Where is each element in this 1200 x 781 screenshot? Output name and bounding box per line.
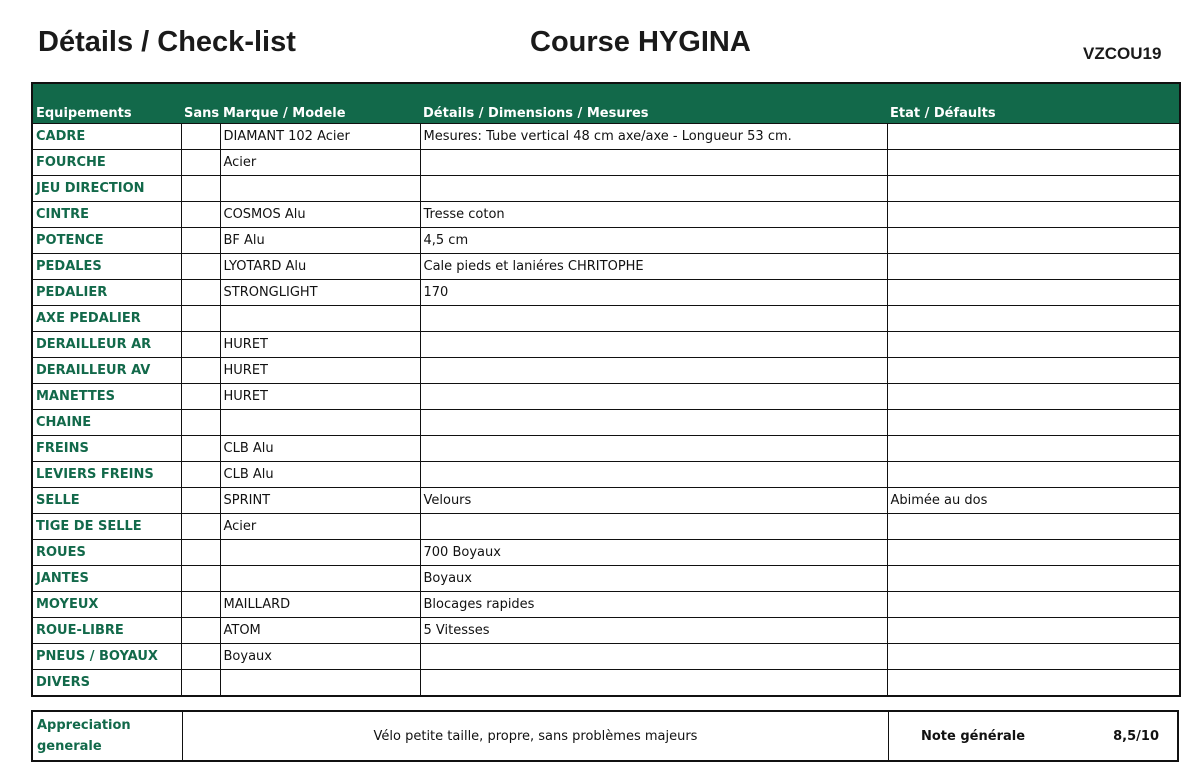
table-row	[32, 436, 1180, 462]
equipment-cell: FREINS	[32, 436, 181, 462]
brand-cell: HURET	[220, 332, 420, 358]
sans-cell	[181, 540, 220, 566]
bike-title: Course HYGINA	[530, 26, 751, 58]
details-cell: Mesures: Tube vertical 48 cm axe/axe - Longueur 53 cm.	[420, 124, 887, 150]
equipment-cell: ROUE-LIBRE	[32, 618, 181, 644]
table-row	[32, 514, 1180, 540]
note-value: 8,5/10	[1113, 729, 1159, 744]
table-row	[32, 176, 1180, 202]
sans-cell	[181, 202, 220, 228]
table-row	[32, 644, 1180, 670]
details-cell	[420, 514, 887, 540]
table-row	[32, 488, 1180, 514]
equipment-cell: CINTRE	[32, 202, 181, 228]
column-header-etat: Etat / Défaults	[887, 83, 1180, 124]
details-cell	[420, 670, 887, 697]
appreciation-label-line2: generale	[37, 739, 102, 754]
condition-cell	[887, 410, 1180, 436]
brand-cell	[220, 410, 420, 436]
condition-cell	[887, 462, 1180, 488]
brand-cell	[220, 670, 420, 697]
brand-cell: Acier	[220, 514, 420, 540]
appreciation-label-line1: Appreciation	[37, 718, 131, 733]
column-header-equipements: Equipements	[32, 83, 181, 124]
equipment-cell: MANETTES	[32, 384, 181, 410]
brand-cell: HURET	[220, 358, 420, 384]
table-row	[32, 280, 1180, 306]
sans-cell	[181, 436, 220, 462]
equipment-cell: LEVIERS FREINS	[32, 462, 181, 488]
appreciation-label	[32, 711, 183, 761]
sans-cell	[181, 488, 220, 514]
summary-row	[32, 711, 1178, 761]
condition-cell	[887, 202, 1180, 228]
details-cell	[420, 410, 887, 436]
sans-cell	[181, 592, 220, 618]
table-row	[32, 670, 1180, 697]
brand-cell: MAILLARD	[220, 592, 420, 618]
condition-cell	[887, 566, 1180, 592]
table-row	[32, 228, 1180, 254]
table-row	[32, 618, 1180, 644]
brand-cell: CLB Alu	[220, 462, 420, 488]
details-cell: Velours	[420, 488, 887, 514]
brand-cell: HURET	[220, 384, 420, 410]
table-row	[32, 254, 1180, 280]
sans-cell	[181, 462, 220, 488]
condition-cell	[887, 514, 1180, 540]
sans-cell	[181, 670, 220, 697]
condition-cell	[887, 150, 1180, 176]
brand-cell: CLB Alu	[220, 436, 420, 462]
checklist-table	[31, 82, 1181, 697]
sans-cell	[181, 618, 220, 644]
condition-cell	[887, 384, 1180, 410]
equipment-cell: CHAINE	[32, 410, 181, 436]
reference-code: VZCOU19	[1083, 44, 1162, 63]
brand-cell: ATOM	[220, 618, 420, 644]
sans-cell	[181, 306, 220, 332]
details-cell	[420, 384, 887, 410]
details-cell: 5 Vitesses	[420, 618, 887, 644]
equipment-cell: PEDALIER	[32, 280, 181, 306]
sans-cell	[181, 280, 220, 306]
sans-cell	[181, 150, 220, 176]
details-cell: 170	[420, 280, 887, 306]
details-cell	[420, 176, 887, 202]
table-row	[32, 540, 1180, 566]
equipment-cell: ROUES	[32, 540, 181, 566]
table-row	[32, 592, 1180, 618]
details-cell	[420, 462, 887, 488]
brand-cell: LYOTARD Alu	[220, 254, 420, 280]
condition-cell	[887, 592, 1180, 618]
note-cell	[889, 711, 1179, 761]
condition-cell	[887, 254, 1180, 280]
equipment-cell: FOURCHE	[32, 150, 181, 176]
details-cell	[420, 150, 887, 176]
details-cell: 4,5 cm	[420, 228, 887, 254]
brand-cell: STRONGLIGHT	[220, 280, 420, 306]
table-row	[32, 410, 1180, 436]
table-body	[32, 124, 1180, 697]
table-row	[32, 566, 1180, 592]
equipment-cell: JEU DIRECTION	[32, 176, 181, 202]
condition-cell	[887, 618, 1180, 644]
sans-cell	[181, 176, 220, 202]
details-cell	[420, 332, 887, 358]
sans-cell	[181, 332, 220, 358]
brand-cell	[220, 540, 420, 566]
condition-cell	[887, 332, 1180, 358]
sans-cell	[181, 514, 220, 540]
condition-cell	[887, 670, 1180, 697]
condition-cell	[887, 436, 1180, 462]
details-cell	[420, 436, 887, 462]
condition-cell	[887, 228, 1180, 254]
table-row	[32, 384, 1180, 410]
column-header-details: Détails / Dimensions / Mesures	[420, 83, 887, 124]
brand-cell	[220, 176, 420, 202]
table-row	[32, 306, 1180, 332]
sans-cell	[181, 384, 220, 410]
details-cell	[420, 358, 887, 384]
sans-cell	[181, 644, 220, 670]
note-label: Note générale	[921, 729, 1026, 744]
brand-cell: BF Alu	[220, 228, 420, 254]
condition-cell: Abimée au dos	[887, 488, 1180, 514]
table-row	[32, 462, 1180, 488]
brand-cell: Boyaux	[220, 644, 420, 670]
brand-cell: SPRINT	[220, 488, 420, 514]
condition-cell	[887, 176, 1180, 202]
table-header-row	[32, 83, 1180, 124]
brand-cell	[220, 306, 420, 332]
brand-cell: DIAMANT 102 Acier	[220, 124, 420, 150]
column-header-marque: Marque / Modele	[220, 83, 420, 124]
sans-cell	[181, 358, 220, 384]
sans-cell	[181, 124, 220, 150]
condition-cell	[887, 280, 1180, 306]
details-cell: Tresse coton	[420, 202, 887, 228]
column-header-sans: Sans	[181, 83, 220, 124]
condition-cell	[887, 644, 1180, 670]
condition-cell	[887, 540, 1180, 566]
table-row	[32, 150, 1180, 176]
equipment-cell: JANTES	[32, 566, 181, 592]
sans-cell	[181, 228, 220, 254]
equipment-cell: TIGE DE SELLE	[32, 514, 181, 540]
table-row	[32, 332, 1180, 358]
sans-cell	[181, 410, 220, 436]
table-row	[32, 124, 1180, 150]
equipment-cell: DERAILLEUR AR	[32, 332, 181, 358]
condition-cell	[887, 124, 1180, 150]
details-cell: Blocages rapides	[420, 592, 887, 618]
condition-cell	[887, 358, 1180, 384]
equipment-cell: SELLE	[32, 488, 181, 514]
equipment-cell: DIVERS	[32, 670, 181, 697]
table-row	[32, 202, 1180, 228]
details-cell	[420, 644, 887, 670]
equipment-cell: POTENCE	[32, 228, 181, 254]
sans-cell	[181, 254, 220, 280]
brand-cell	[220, 566, 420, 592]
equipment-cell: MOYEUX	[32, 592, 181, 618]
details-cell	[420, 306, 887, 332]
equipment-cell: AXE PEDALIER	[32, 306, 181, 332]
appreciation-text: Vélo petite taille, propre, sans problèmes majeurs	[183, 711, 889, 761]
equipment-cell: PNEUS / BOYAUX	[32, 644, 181, 670]
sans-cell	[181, 566, 220, 592]
summary-table	[31, 710, 1179, 762]
table-row	[32, 358, 1180, 384]
details-cell: Cale pieds et laniéres CHRITOPHE	[420, 254, 887, 280]
page-title: Détails / Check-list	[38, 26, 296, 58]
equipment-cell: PEDALES	[32, 254, 181, 280]
brand-cell: COSMOS Alu	[220, 202, 420, 228]
details-cell: Boyaux	[420, 566, 887, 592]
details-cell: 700 Boyaux	[420, 540, 887, 566]
equipment-cell: CADRE	[32, 124, 181, 150]
brand-cell: Acier	[220, 150, 420, 176]
equipment-cell: DERAILLEUR AV	[32, 358, 181, 384]
condition-cell	[887, 306, 1180, 332]
